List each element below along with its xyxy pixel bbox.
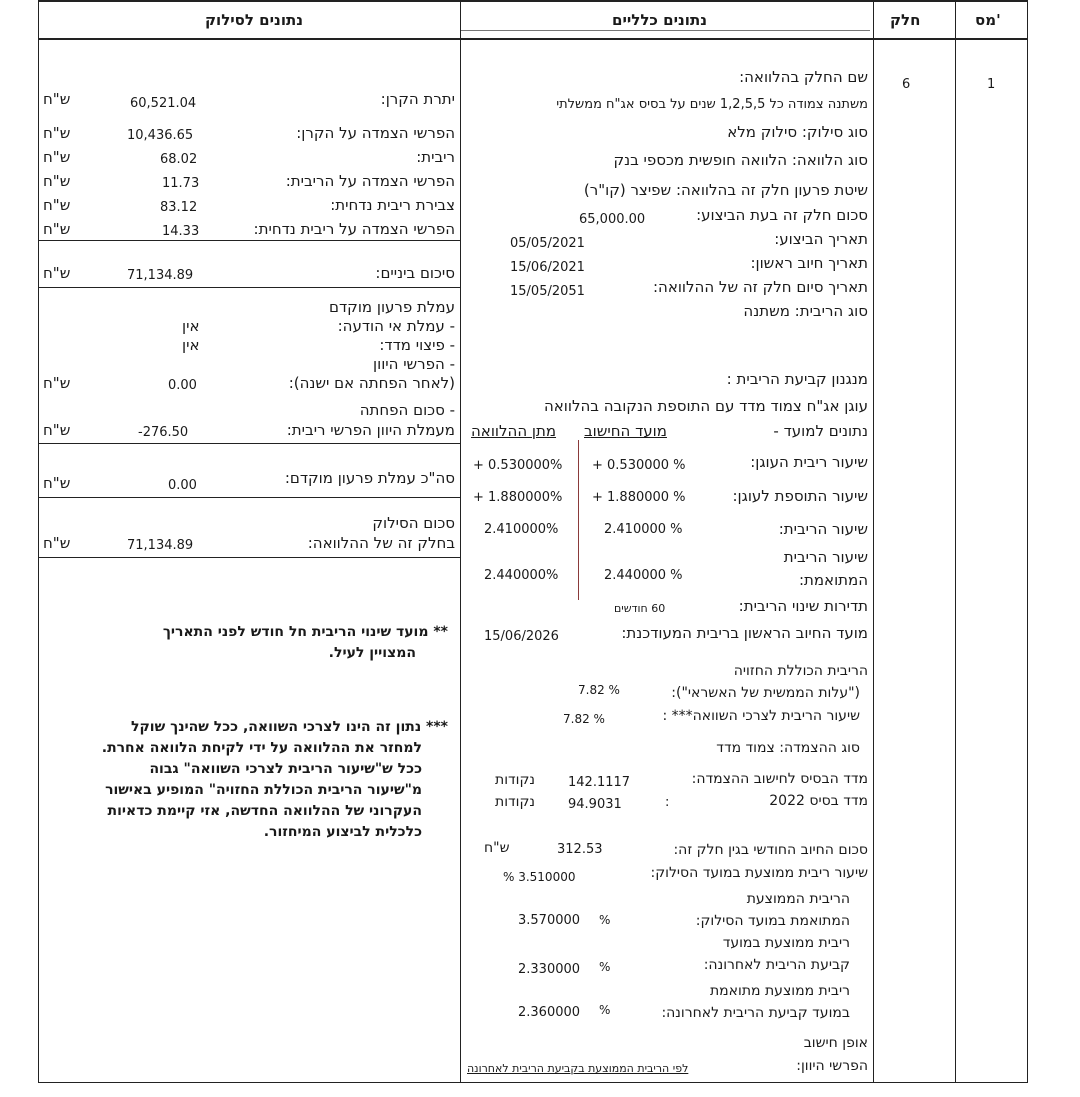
note-comparison-line6: כלכלית לביצוע המיחזור.: [263, 824, 422, 840]
note-interest-change-line2: המצויין לעיל.: [328, 645, 416, 661]
header-general-data: נתונים כלליים: [612, 11, 707, 29]
avg-adjusted-percent: %: [599, 913, 611, 927]
calc-method-label-line1: אופן חישוב: [803, 1035, 868, 1051]
interest-linkage-label: הפרשי הצמדה על הריבית:: [285, 172, 455, 190]
avg-last-percent: %: [599, 960, 611, 974]
header-serial: מס': [975, 11, 1001, 29]
reduction-value: -276.50: [138, 425, 189, 440]
adjusted-rate-loan: 2.440000%: [484, 568, 559, 583]
note-interest-change: [40, 622, 456, 664]
expected-total-label-line2: ("עלות הממשית של האשראי"):: [671, 685, 860, 701]
first-charge-date-label: תאריך חיוב ראשון:: [750, 254, 868, 272]
anchor-description: עוגן אג"ח צמוד מדד עם התוספת הנקובה בהלוואה: [543, 397, 868, 415]
loan-part-name-value: משתנה צמודה כל 1,2,5,5 שנים על בסיס אג"ח ממשלתי: [556, 97, 868, 112]
no-notice-fee-value: אין: [182, 317, 200, 335]
bottom-border: [38, 1082, 1028, 1083]
spread-label: שיעור התוספת לעוגן:: [732, 487, 868, 505]
interest-linkage-value: 11.73: [162, 176, 200, 191]
subtotal-currency: ש"ח: [43, 264, 71, 282]
header-payoff-data: נתונים לסילוק: [205, 11, 304, 29]
rate-label: שיעור הריבית:: [778, 520, 868, 538]
interest-label: ריבית:: [416, 148, 455, 166]
execution-amount-label: סכום חלק זה בעת הביצוע:: [696, 206, 868, 224]
adjusted-rate-label-line2: המתואמת:: [798, 571, 868, 589]
end-date-label: תאריך סיום חלק זה של ההלוואה:: [652, 278, 868, 296]
column-calc-date: מועד החישוב: [584, 422, 667, 440]
no-notice-fee-label: - עמלת אי הודעה:: [337, 317, 455, 335]
base-index-label: מדד הבסיס לחישוב ההצמדה:: [691, 771, 868, 787]
avg-adjusted-last-label-line1: ריבית ממוצעת מתואמת: [709, 983, 850, 999]
subtotal-bottom-line: [38, 287, 460, 288]
note-interest-change-line1: ** מועד שינוי הריבית חל חודש לפני התאריך: [162, 624, 448, 640]
total-fee-bottom-line: [38, 497, 460, 498]
first-charge-date-value: 15/06/2021: [510, 260, 585, 275]
deferred-label: צבירת ריבית נדחית:: [330, 196, 455, 214]
rate-calc: 2.410000 %: [604, 522, 683, 537]
header-part: חלק: [890, 11, 921, 29]
left-border: [38, 0, 39, 1083]
base-index-year-label: מדד בסיס 2022: [769, 793, 868, 809]
row-part-number: 6: [902, 77, 911, 92]
calc-method-label-line2: הפרשי היוון:: [796, 1058, 868, 1074]
serial-column-divider: [955, 0, 956, 1083]
discount-diff-label-line2: (לאחר הפחתה אם ישנה):: [288, 374, 455, 392]
principal-linkage-currency: ש"ח: [43, 124, 71, 142]
monthly-charge-value: 312.53: [557, 842, 603, 857]
monthly-charge-currency: ש"ח: [484, 840, 510, 856]
spread-calc: + 1.880000 %: [592, 490, 686, 505]
points-label-1: נקודות: [495, 772, 536, 788]
interest-currency: ש"ח: [43, 148, 71, 166]
calc-method-value: לפי הריבית הממוצעת בקביעת הריבית לאחרונה: [467, 1062, 689, 1075]
anchor-rate-label: שיעור ריבית העוגן:: [750, 453, 868, 471]
compare-rate-label: שיעור הריבית לצרכי השוואה*** :: [662, 708, 860, 724]
deferred-linkage-label: הפרשי הצמדה על ריבית נדחית:: [253, 220, 455, 238]
base-index-value: 142.1117: [568, 775, 631, 790]
spread-loan: + 1.880000%: [473, 490, 563, 505]
right-border: [1027, 0, 1028, 1083]
execution-date-value: 05/05/2021: [510, 236, 585, 251]
principal-linkage-value: 10,436.65: [127, 128, 194, 143]
row-serial-number: 1: [987, 77, 996, 92]
anchor-rate-loan: + 0.530000%: [473, 458, 563, 473]
payoff-amount-currency: ש"ח: [43, 534, 71, 552]
principal-value: 60,521.04: [130, 96, 197, 111]
avg-last-value: 2.330000: [518, 962, 581, 977]
base-index-year-value: 94.9031: [568, 797, 622, 812]
compare-rate-value: 7.82 %: [563, 712, 605, 726]
part-column-divider: [873, 0, 874, 1083]
interest-linkage-currency: ש"ח: [43, 172, 71, 190]
payoff-amount-label-line2: בחלק זה של ההלוואה:: [307, 534, 455, 552]
monthly-charge-label: סכום החיוב החודשי בגין חלק זה:: [673, 842, 868, 858]
repayment-method: שיטת פרעון חלק זה בהלוואה: שפיצר (קו"ר): [583, 181, 868, 199]
total-fee-value: 0.00: [168, 478, 197, 493]
header-bottom-border: [38, 38, 1028, 40]
reduction-currency: ש"ח: [43, 421, 71, 439]
discount-diff-value: 0.00: [168, 378, 197, 393]
payoff-amount-value: 71,134.89: [127, 538, 194, 553]
note-comparison-line1: *** נתון זה הינו לצרכי השוואה, ככל שהינך שוקל: [131, 719, 448, 735]
reduction-bottom-line: [38, 443, 460, 444]
avg-adjusted-last-label-line2: במועד קביעת הריבית לאחרונה:: [661, 1005, 850, 1021]
subtotal-top-line: [38, 240, 460, 241]
note-comparison-rate: [40, 717, 456, 843]
adjusted-rate-label-line1: שיעור הריבית: [783, 548, 868, 566]
avg-adjusted-label-line1: הריבית הממוצעת: [746, 891, 850, 907]
note-comparison-line3: ככל ש"שיעור הריבית לצרכי השוואה" גבוה: [149, 761, 422, 777]
rate-table-divider: [578, 440, 579, 600]
points-label-2: נקודות: [495, 794, 536, 810]
change-frequency-value: 60 חודשים: [614, 602, 666, 615]
payoff-type: סוג סילוק: סילוק מלא: [727, 123, 868, 141]
reduction-label-line2: מעמלת היוון הפרשי ריבית:: [286, 421, 455, 439]
linkage-type: סוג ההצמדה: צמוד מדד: [716, 740, 860, 756]
next-change-value: 15/06/2026: [484, 629, 559, 644]
header-top-border: [38, 0, 1028, 2]
avg-adjusted-value: 3.570000: [518, 913, 581, 928]
note-comparison-line2: למחזר את ההלוואה על ידי לקיחת הלוואה אחרת.: [101, 740, 422, 756]
deferred-linkage-value: 14.33: [162, 224, 200, 239]
avg-rate-payoff-value: % 3.510000: [503, 870, 576, 884]
payoff-amount-bottom-line: [38, 557, 460, 558]
avg-rate-payoff-label: שיעור ריבית ממוצעת במועד הסילוק:: [650, 865, 868, 881]
data-for-date-label: נתונים למועד -: [773, 422, 868, 440]
index-compensation-value: אין: [182, 336, 200, 354]
interest-type: סוג הריבית: משתנה: [743, 302, 868, 320]
principal-linkage-label: הפרשי הצמדה על הקרן:: [296, 124, 455, 142]
execution-amount-value: 65,000.00: [579, 212, 646, 227]
execution-date-label: תאריך הביצוע:: [774, 230, 868, 248]
next-change-label: מועד החיוב הראשון בריבית המעודכנת:: [621, 624, 868, 642]
mechanism-title: מנגנון קביעת הריבית :: [726, 370, 868, 388]
avg-adjusted-last-value: 2.360000: [518, 1005, 581, 1020]
total-fee-currency: ש"ח: [43, 474, 71, 492]
end-date-value: 15/05/2051: [510, 284, 585, 299]
early-fee-title: עמלת פרעון מוקדם: [329, 298, 455, 316]
column-loan-date: מתן ההלוואה: [471, 422, 557, 440]
general-column-divider: [460, 0, 461, 1083]
avg-last-label-line1: ריבית ממוצעת במועד: [722, 935, 850, 951]
deferred-currency: ש"ח: [43, 196, 71, 214]
header-shadow-line: [460, 30, 870, 31]
expected-total-label-line1: הריבית הכוללת החזויה: [733, 663, 868, 679]
subtotal-label: סיכום ביניים:: [375, 264, 455, 282]
avg-adjusted-label-line2: המתואמת במועד הסילוק:: [695, 913, 850, 929]
base-index-year-colon: :: [665, 795, 670, 810]
deferred-value: 83.12: [160, 200, 198, 215]
payoff-amount-label-line1: סכום הסילוק: [372, 514, 455, 532]
note-comparison-line5: העקרוני של ההלוואה החדשה, אזי קיימת כדאיות: [107, 803, 422, 819]
discount-diff-currency: ש"ח: [43, 374, 71, 392]
rate-loan: 2.410000%: [484, 522, 559, 537]
index-compensation-label: - פיצוי מדד:: [379, 336, 455, 354]
reduction-label-line1: - סכום הפחתה: [359, 401, 455, 419]
principal-label: יתרת הקרן:: [380, 90, 455, 108]
interest-value: 68.02: [160, 152, 198, 167]
loan-type: סוג הלוואה: הלוואה חופשית מכספי בנק: [613, 151, 868, 169]
discount-diff-label-line1: - הפרשי היוון: [373, 355, 455, 373]
adjusted-rate-calc: 2.440000 %: [604, 568, 683, 583]
total-fee-label: סה"כ עמלת פרעון מוקדם:: [284, 469, 455, 487]
change-frequency-label: תדירות שינוי הריבית:: [738, 597, 868, 615]
loan-part-name-label: שם החלק בהלוואה:: [739, 68, 868, 86]
subtotal-value: 71,134.89: [127, 268, 194, 283]
principal-currency: ש"ח: [43, 90, 71, 108]
expected-total-value: 7.82 %: [578, 683, 620, 697]
note-comparison-line4: מ"שיעור הריבית הכוללת החזויה" המופיע באישור: [105, 782, 422, 798]
deferred-linkage-currency: ש"ח: [43, 220, 71, 238]
avg-adjusted-last-percent: %: [599, 1003, 611, 1017]
anchor-rate-calc: + 0.530000 %: [592, 458, 686, 473]
avg-last-label-line2: קביעת הריבית לאחרונה:: [703, 957, 850, 973]
